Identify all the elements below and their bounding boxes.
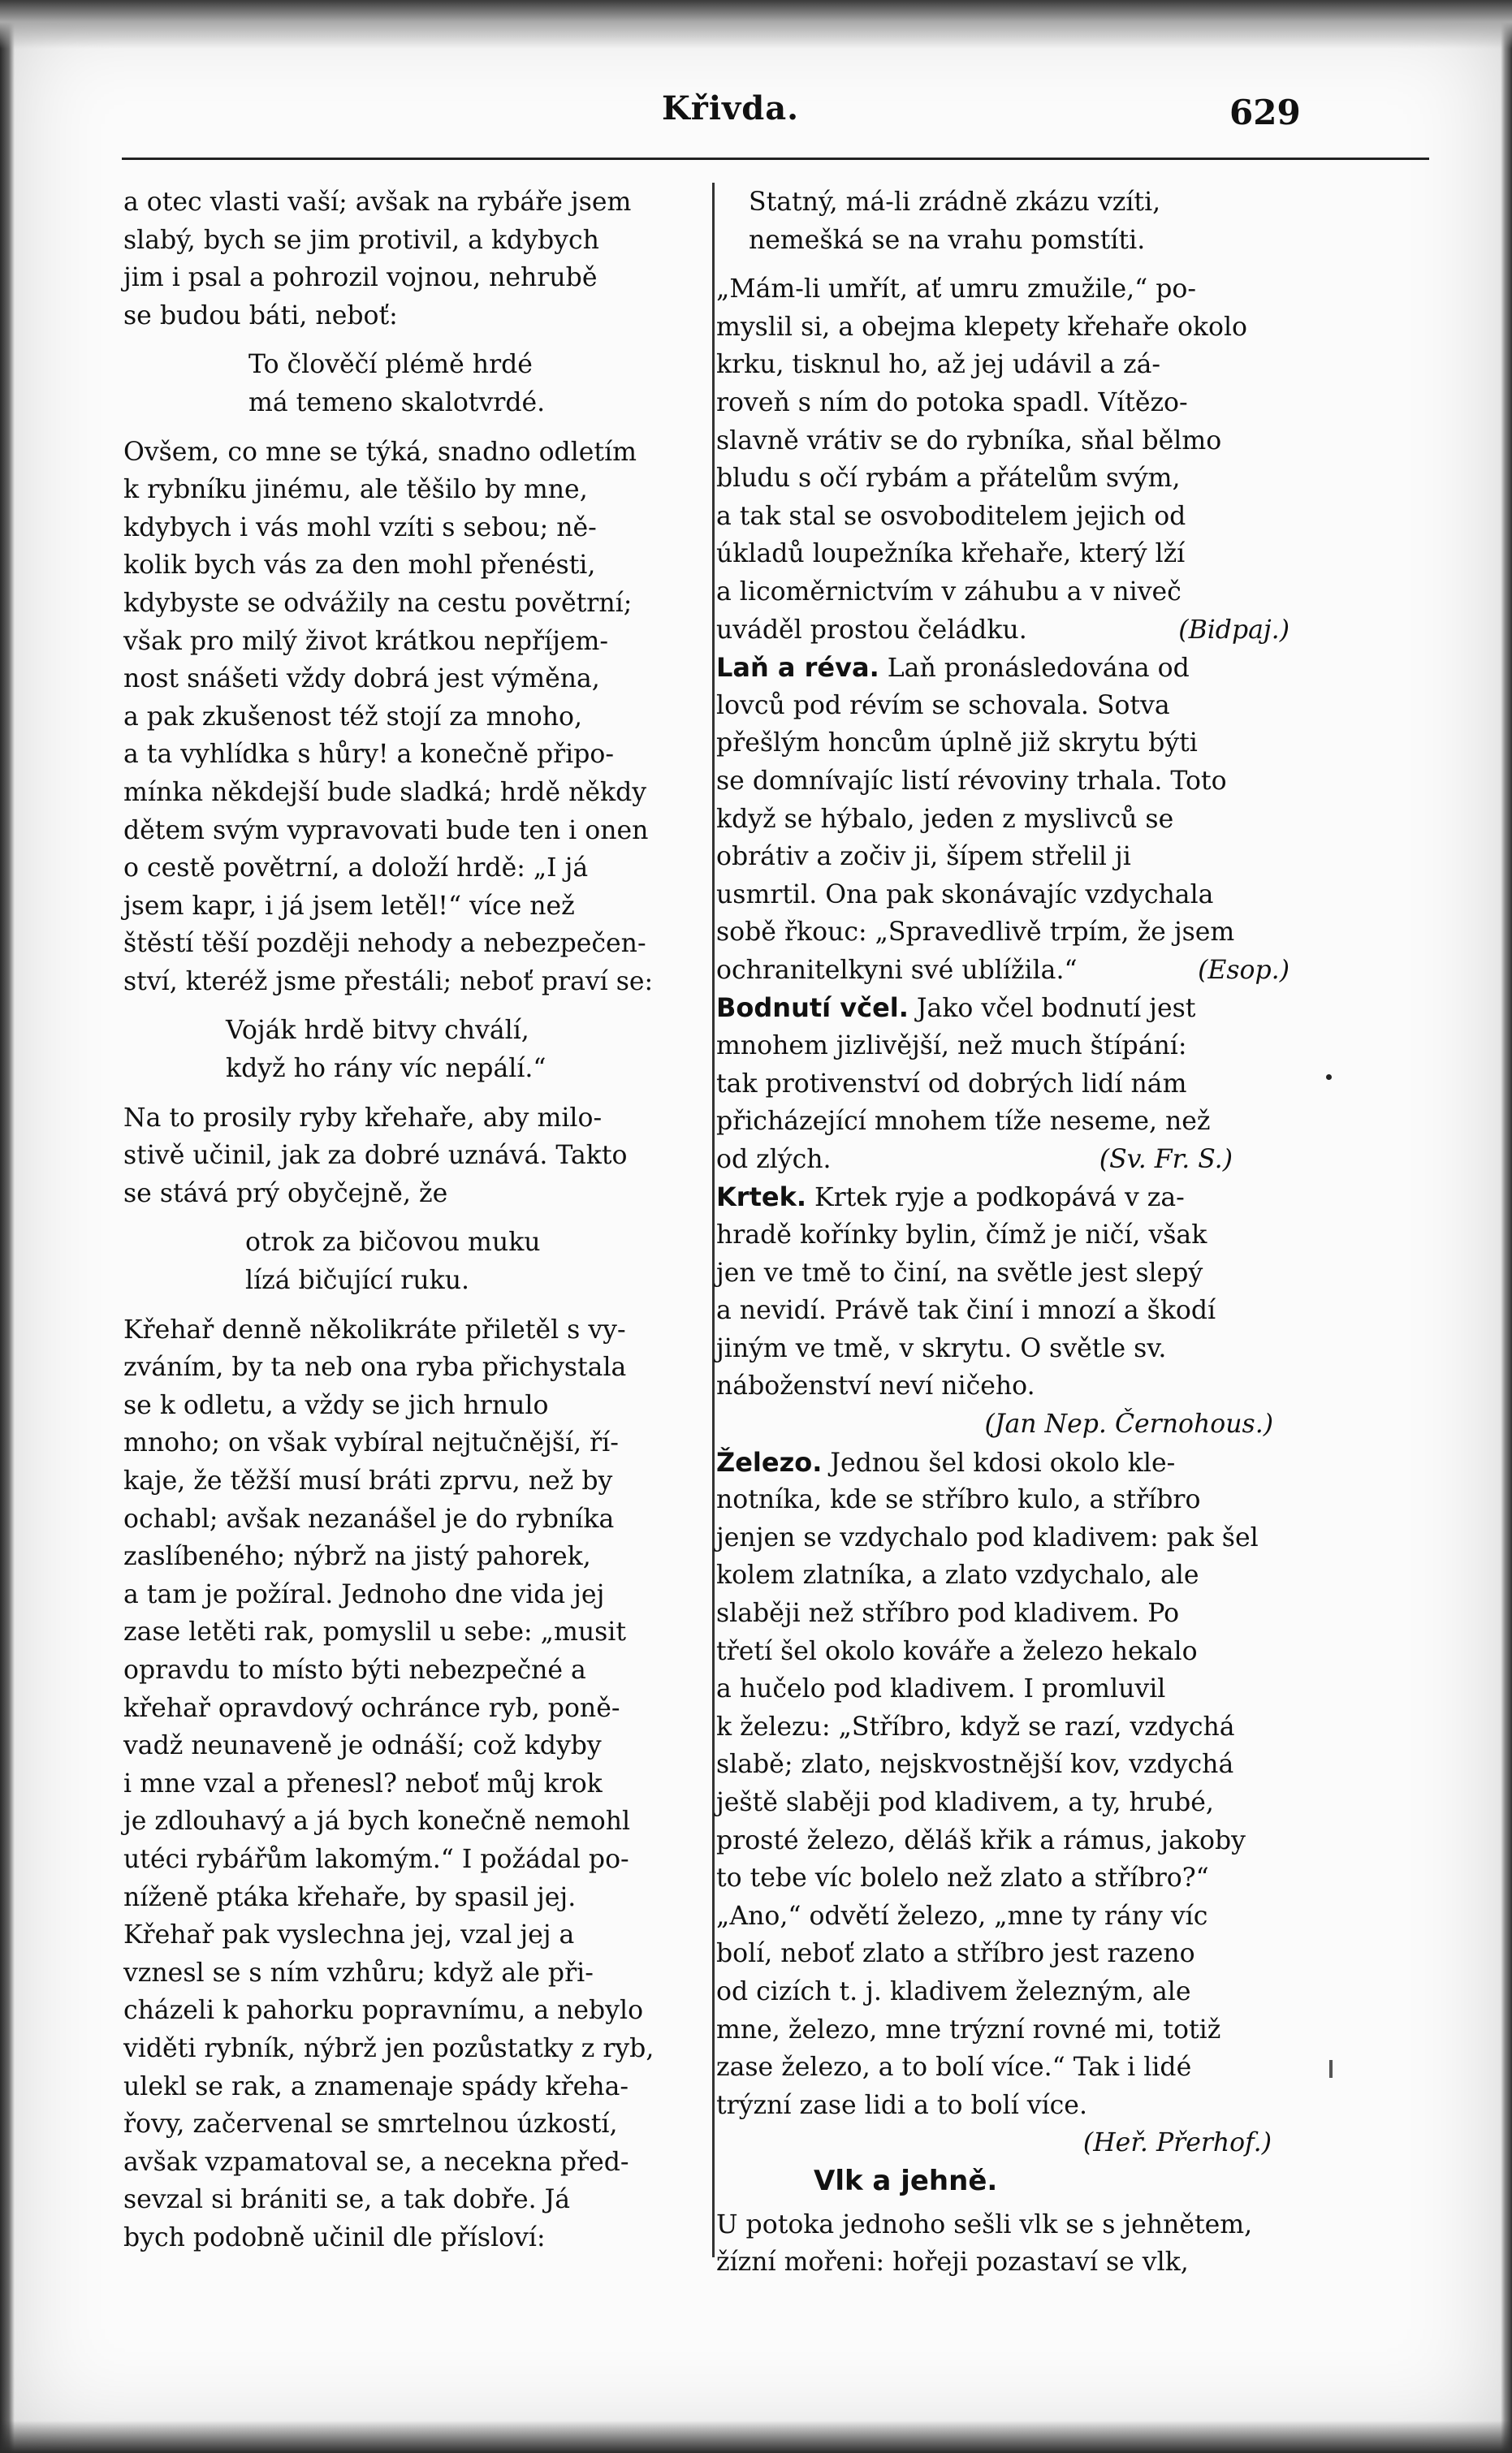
text-line: slavně vrátiv se do rybníka, sňal bělmo	[716, 425, 1222, 456]
verse	[123, 1224, 696, 1299]
text-line: prosté železo, děláš křik a rámus, jakoby	[716, 1825, 1246, 1855]
text-line: vadž neunaveně je odnáší; což kdyby	[123, 1731, 602, 1761]
running-title: Křivda.	[662, 89, 800, 127]
text-line: avšak vzpamatoval se, a necekna před-	[123, 2147, 629, 2177]
text-line: dětem svým vypravovati bude ten i onen	[123, 815, 649, 845]
text-line: přešlým honcům úplně již skrytu býti	[716, 728, 1198, 758]
text-line: žízní mořeni: hořeji pozastaví se vlk,	[716, 2248, 1189, 2278]
text-line: to tebe víc bolelo než zlato a stříbro?“	[716, 1864, 1209, 1894]
attribution: (Jan Nep. Černohous.)	[984, 1410, 1273, 1439]
text-line: štěstí těší později nehody a nebezpečen-	[123, 929, 646, 959]
text-line: ochabl; avšak nezanášel je do rybníka	[123, 1504, 615, 1534]
text-line: níženě ptáka křehaře, by spasil jej.	[123, 1882, 577, 1912]
paragraph	[716, 270, 1290, 649]
text-fragment: ochranitelkyni své ublížila.“	[716, 955, 1078, 985]
text-fragment: Jako včel bodnutí jest	[916, 994, 1196, 1024]
text-line: Statný, má-li zrádně zkázu vzíti,	[749, 188, 1161, 217]
text-line: úkladů loupežníka křehaře, který lží	[716, 539, 1186, 569]
fable-title: Vlk a jehně.	[814, 2164, 998, 2197]
page-edge-bottom	[0, 2421, 1512, 2453]
text-line: jiným ve tmě, v skrytu. O světle sv.	[716, 1333, 1167, 1363]
text-line: zase letěti rak, pomyslil u sebe: „musit	[123, 1617, 627, 1648]
text-line: utéci rybářům lakomým.“ I požádal po-	[123, 1844, 629, 1874]
text-line: kaje, že těžší musí bráti zprvu, než by	[123, 1466, 613, 1496]
text-line: bludu s očí rybám a přátelům svým,	[716, 464, 1181, 494]
text-line: k rybníku jinému, ale těšilo by mne,	[123, 475, 588, 505]
text-line: sevzal si brániti se, a tak dobře. Já	[123, 2185, 571, 2215]
text-line: mnohem jizlivější, než much štípání:	[716, 1031, 1187, 1061]
text-line: trýzní zase lidi a to bolí více.	[716, 2090, 1087, 2120]
text-line: a tak stal se osvoboditelem jejich od	[716, 501, 1186, 531]
text-line: cházeli k pahorku popravnímu, a nebylo	[123, 1996, 644, 2026]
text-line: přicházející mnohem tíže neseme, než	[716, 1107, 1211, 1137]
text-line: mnoho; on však vybíral nejtučnější, ří-	[123, 1428, 619, 1458]
header-rule	[122, 158, 1429, 160]
text-line: a hučelo pod kladivem. I promluvil	[716, 1674, 1166, 1704]
paragraph	[123, 184, 696, 335]
text-line: Ovšem, co mne se týká, snadno odletím	[123, 437, 637, 467]
fable-zelezo	[716, 1444, 1290, 2162]
text-line: opravdu to místo býti nebezpečné a	[123, 1655, 586, 1685]
text-line: když se hýbalo, jeden z myslivců se	[716, 804, 1174, 834]
text-line: kolik bych vás za den mohl přenésti,	[123, 551, 596, 581]
text-line-with-attribution	[716, 952, 1290, 990]
text-line: o cestě povětrní, a doloží hrdě: „I já	[123, 853, 589, 883]
text-line: sobě řkouc: „Spravedlivě trpím, že jsem	[716, 918, 1235, 948]
text-line: ještě slaběji pod kladivem, a ty, hrubé,	[716, 1787, 1214, 1817]
fable-bodnuti-vcel	[716, 989, 1290, 1178]
fable-heading: Železo.	[716, 1446, 823, 1478]
text-line: jen ve tmě to činí, na světle jest slepý	[716, 1258, 1203, 1288]
print-mark	[1329, 2060, 1333, 2078]
page-edge-top	[0, 0, 1512, 49]
text-line: stivě učinil, jak za dobré uznává. Takto	[123, 1141, 628, 1171]
text-line: usmrtil. Ona pak skonávajíc vzdychala	[716, 879, 1214, 909]
verse-line: má temeno skalotvrdé.	[248, 387, 546, 417]
text-line: bych podobně učinil dle přísloví:	[123, 2222, 546, 2252]
text-line: ulekl se rak, a znamenaje spády křeha-	[123, 2071, 629, 2101]
page-number: 629	[1229, 93, 1301, 132]
attribution: (Bidpaj.)	[1178, 615, 1290, 645]
text-line: zase železo, a to bolí více.“ Tak i lidé	[716, 2053, 1192, 2083]
text-line: mínka někdejší bude sladká; hrdě někdy	[123, 777, 647, 807]
right-column	[716, 184, 1290, 2282]
text-line: Na to prosily ryby křehaře, aby milo-	[123, 1103, 603, 1133]
text-line: slabě; zlato, nejskvostnější kov, vzdychá	[716, 1750, 1234, 1780]
text-line-with-attribution	[716, 611, 1290, 650]
verse-line: Voják hrdě bitvy chválí,	[226, 1016, 529, 1046]
paragraph	[716, 184, 1290, 259]
text-line: myslil si, a obejma klepety křehaře okolo	[716, 312, 1248, 342]
text-fragment: Jednou šel kdosi okolo kle-	[830, 1448, 1176, 1478]
text-line: krku, tisknul ho, až jej udávil a zá-	[716, 350, 1161, 380]
text-line: tak protivenství od dobrých lidí nám	[716, 1069, 1187, 1099]
fable-heading: Laň a réva.	[716, 652, 879, 684]
page-edge-right	[1501, 0, 1512, 2453]
text-line: se stává prý obyčejně, že	[123, 1178, 448, 1208]
verse-line: lízá bičující ruku.	[245, 1266, 470, 1296]
text-fragment: Laň pronásledována od	[887, 654, 1190, 684]
text-line: U potoka jednoho sešli vlk se s jehnětem,	[716, 2209, 1253, 2239]
text-line: a otec vlasti vaší; avšak na rybáře jsem	[123, 188, 632, 217]
text-line: křehař opravdový ochránce ryb, poně-	[123, 1693, 620, 1723]
verse	[123, 346, 696, 421]
text-fragment: Krtek ryje a podkopává v za-	[814, 1183, 1185, 1213]
paragraph	[123, 1311, 696, 2257]
text-line: k železu: „Stříbro, když se razí, vzdychá	[716, 1712, 1235, 1742]
verse-line: otrok za bičovou muku	[245, 1228, 541, 1258]
text-line: se domnívajíc listí révoviny trhala. Toto	[716, 766, 1227, 796]
text-line: a nevidí. Právě tak činí i mnozí a škodí	[716, 1296, 1216, 1326]
text-line: obrátiv a zočiv ji, šípem střelil ji	[716, 842, 1131, 872]
text-line: „Mám-li umřít, ať umru zmužile,“ po-	[716, 274, 1197, 304]
text-line: viděti rybník, nýbrž jen pozůstatky z ryb,	[123, 2033, 654, 2063]
text-line: bolí, neboť zlato a stříbro jest razeno	[716, 1939, 1195, 1969]
attribution: (Heř. Přerhof.)	[1082, 2128, 1272, 2158]
fable-heading: Bodnutí včel.	[716, 992, 909, 1024]
text-line: jenjen se vzdychalo pod kladivem: pak šel	[716, 1522, 1259, 1553]
text-line: náboženství neví ničeho.	[716, 1371, 1035, 1401]
text-fragment: uváděl prostou čeládku.	[716, 615, 1027, 645]
text-line-with-attribution	[716, 1141, 1290, 1179]
text-line: Křehař pak vyslechna jej, vzal jej a	[123, 1920, 575, 1950]
text-line: ství, kteréž jsme přestáli; neboť praví se:	[123, 966, 654, 996]
text-line: však pro milý život krátkou nepříjem-	[123, 626, 609, 656]
text-line: Křehař denně několikráte přiletěl s vy-	[123, 1315, 626, 1345]
text-line	[716, 1178, 1290, 1216]
fable-heading: Krtek.	[716, 1181, 807, 1213]
text-line: se k odletu, a vždy se jich hrnulo	[123, 1390, 549, 1420]
text-line	[716, 1444, 1290, 1482]
text-line: od cizích t. j. kladivem železným, ale	[716, 1976, 1191, 2006]
text-line: zváním, by ta neb ona ryba přichystala	[123, 1353, 627, 1383]
verse-line: když ho rány víc nepálí.“	[226, 1054, 546, 1084]
verse-line: To člověčí plémě hrdé	[248, 350, 533, 380]
text-line: lovců pod révím se schovala. Sotva	[716, 690, 1170, 720]
paragraph	[123, 434, 696, 1001]
text-fragment: od zlých.	[716, 1144, 832, 1174]
fable-lan-a-reva	[716, 649, 1290, 989]
text-line: „Ano,“ odvětí železo, „mne ty rány víc	[716, 1901, 1208, 1931]
text-line: jim i psal a pohrozil vojnou, nehrubě	[123, 263, 598, 293]
text-line: vznesl se s ním vzhůru; když ale při-	[123, 1958, 594, 1988]
attribution: (Esop.)	[1198, 955, 1290, 985]
print-speck	[1326, 1074, 1332, 1080]
text-line: slabý, bych se jim protivil, a kdybych	[123, 225, 599, 255]
text-line: nost snášeti vždy dobrá jest výměna,	[123, 664, 600, 694]
text-line: mne, železo, mne trýzní rovné mi, totiž	[716, 2015, 1221, 2045]
text-line: a pak zkušenost též stojí za mnoho,	[123, 702, 583, 732]
text-line: slaběji než stříbro pod kladivem. Po	[716, 1598, 1180, 1628]
left-column	[123, 184, 696, 2257]
text-line	[716, 989, 1290, 1027]
fable-vlk-a-jehne	[716, 2162, 1290, 2282]
text-line: se budou báti, neboť:	[123, 300, 398, 330]
column-divider	[712, 183, 715, 2257]
text-line: jsem kapr, i já jsem letěl!“ více než	[123, 891, 575, 921]
text-line: a licoměrnictvím v záhubu a v niveč	[716, 577, 1182, 607]
fable-krtek	[716, 1178, 1290, 1443]
text-line: hradě kořínky bylin, čímž je ničí, však	[716, 1220, 1207, 1250]
paragraph	[123, 1099, 696, 1213]
text-line: i mne vzal a přenesl? neboť můj krok	[123, 1768, 603, 1799]
text-line: kolem zlatníka, a zlato vzdychalo, ale	[716, 1561, 1199, 1591]
verse	[123, 1012, 696, 1087]
attribution: (Sv. Fr. S.)	[1099, 1144, 1233, 1174]
text-line: kdybyste se odvážily na cestu povětrní;	[123, 588, 633, 618]
text-line: zaslíbeného; nýbrž na jistý pahorek,	[123, 1542, 591, 1572]
text-line: nemešká se na vrahu pomstíti.	[749, 225, 1146, 255]
page-edge-left	[0, 0, 15, 2453]
text-line	[716, 649, 1290, 687]
text-line: řovy, začervenal se smrtelnou úzkostí,	[123, 2110, 618, 2140]
text-line: třetí šel okolo kováře a železo hekalo	[716, 1636, 1198, 1666]
text-line: kdybych i vás mohl vzíti s sebou; ně-	[123, 512, 597, 542]
text-line: a ta vyhlídka s hůry! a konečně připo-	[123, 740, 615, 770]
text-line: notníka, kde se stříbro kulo, a stříbro	[716, 1485, 1201, 1515]
text-line: roveň s ním do potoka spadl. Vítězo-	[716, 387, 1188, 417]
text-line: je zdlouhavý a já bych konečně nemohl	[123, 1807, 631, 1837]
text-line: a tam je požíral. Jednoho dne vida jej	[123, 1579, 605, 1609]
